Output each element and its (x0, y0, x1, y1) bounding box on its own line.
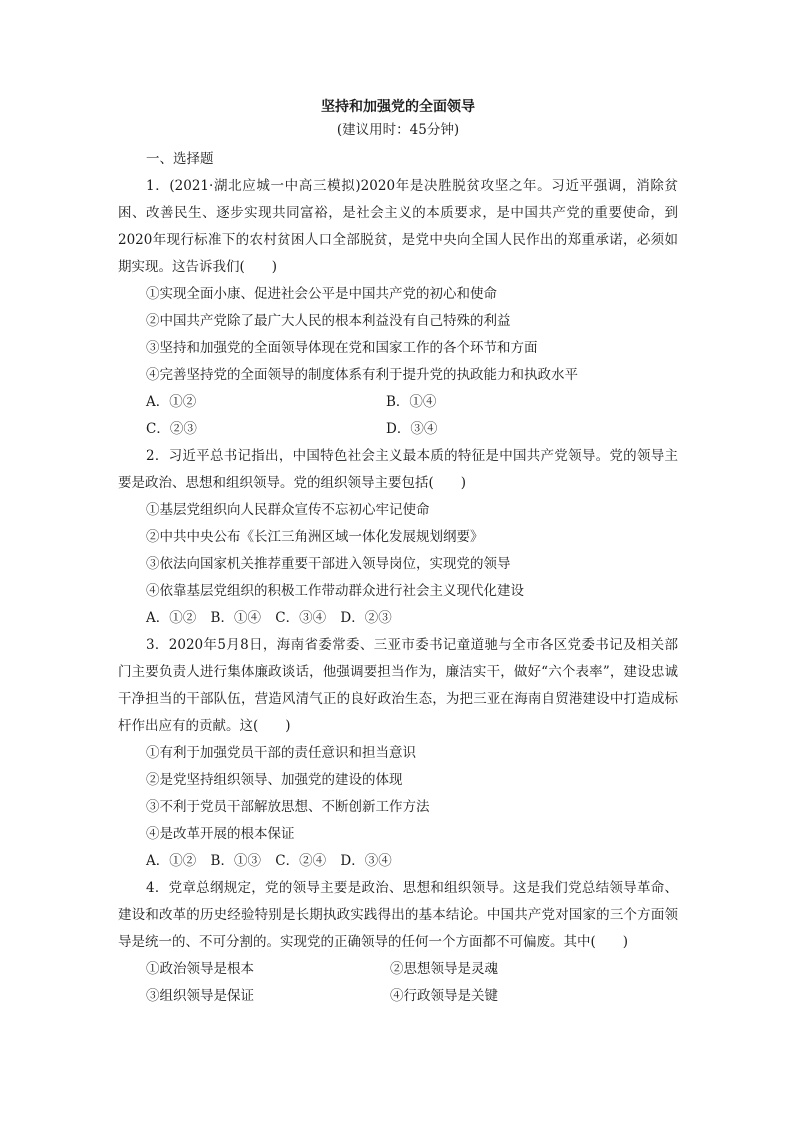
statement-option: ④依靠基层党组织的积极工作带动群众进行社会主义现代化建设 (146, 583, 524, 599)
statement-option: ②是党坚持组织领导、加强党的建设的体现 (146, 772, 403, 788)
answer-choice-a: A．①② (146, 853, 197, 869)
answer-choice-d: D．②③ (340, 610, 392, 626)
answer-choice-d: D．③④ (340, 853, 392, 869)
answer-choice-b: B．①④ (210, 610, 261, 626)
answer-choices (118, 848, 678, 875)
answer-choice-a: A．①② (146, 610, 197, 626)
statement-option: ②中共中央公布《长江三角洲区域一体化发展规划纲要》 (146, 529, 484, 545)
answer-choice-b: B．①④ (386, 394, 437, 410)
answer-choice-d: D．③④ (386, 421, 438, 437)
question-stem: 1．(2021·湖北应城一中高三模拟)2020年是决胜脱贫攻坚之年。习近平强调，消除贫困、改善民生、逐步实现共同富裕，是社会主义的本质要求，是中国共产党的重要使命，到2020年现行标准下的农村贫困人口全部脱贫，是党中央向全国人民作出的郑重承诺，必须如期实现。这告诉我们( ) (118, 178, 678, 275)
question-stem: 4．党章总纲规定，党的领导主要是政治、思想和组织领导。这是我们党总结领导革命、建设和改革的历史经验特别是长期执政实践得出的基本结论。中国共产党对国家的三个方面领导是统一的、不可分割的。实现党的正确领导的任何一个方面都不可偏废。其中( ) (118, 880, 678, 950)
question-stem: 3．2020年5月8日，海南省委常委、三亚市委书记童道驰与全市各区党委书记及相关部门主要负责人进行集体廉政谈话，他强调要担当作为，廉洁实干，做好“六个表率”，建设忠诚干净担当的干部队伍，营造风清气正的良好政治生态，为把三亚在海南自贸港建设中打造成标杆作出应有的贡献。这( ) (118, 637, 678, 734)
question-3 (118, 632, 678, 875)
statement-option: ①基层党组织向人民群众宣传不忘初心牢记使命 (146, 502, 430, 518)
question-2 (118, 443, 678, 632)
question-stem: 2．习近平总书记指出，中国特色社会主义最本质的特征是中国共产党领导。党的领导主要是政治、思想和组织领导。党的组织领导主要包括( ) (118, 448, 678, 491)
statement-option: ②思想领导是灵魂 (390, 961, 498, 977)
statement-option: ③坚持和加强党的全面领导体现在党和国家工作的各个环节和方面 (146, 340, 538, 356)
page-title: 坚持和加强党的全面领导 (321, 99, 475, 115)
statement-option: ④是改革开展的根本保证 (146, 826, 295, 842)
statement-option: ④行政领导是关键 (390, 988, 498, 1004)
answer-choice-b: B．①③ (210, 853, 261, 869)
statement-option: ③组织领导是保证 (146, 988, 254, 1004)
answer-choices (118, 605, 678, 632)
statement-options (118, 956, 678, 1010)
statement-option: ③不利于党员干部解放思想、不断创新工作方法 (146, 799, 430, 815)
answer-choices (118, 389, 678, 443)
document-content (118, 96, 678, 1010)
answer-choice-a: A．①② (146, 394, 197, 410)
answer-choice-c: C．③④ (275, 610, 327, 626)
question-1 (118, 173, 678, 443)
section-heading: 一、选择题 (146, 151, 214, 167)
answer-choice-c: C．②④ (275, 853, 327, 869)
statement-option: ①有利于加强党员干部的责任意识和担当意识 (146, 745, 416, 761)
statement-option: ③依法向国家机关推荐重要干部进入领导岗位，实现党的领导 (146, 556, 511, 572)
statement-option: ①实现全面小康、促进社会公平是中国共产党的初心和使命 (146, 286, 497, 302)
statement-option: ①政治领导是根本 (146, 961, 254, 977)
answer-choice-c: C．②③ (146, 421, 197, 437)
statement-option: ②中国共产党除了最广大人民的根本利益没有自己特殊的利益 (146, 313, 511, 329)
page-subtitle: (建议用时：45分钟) (336, 122, 460, 138)
statement-option: ④完善坚持党的全面领导的制度体系有利于提升党的执政能力和执政水平 (146, 367, 578, 383)
question-4 (118, 875, 678, 1010)
